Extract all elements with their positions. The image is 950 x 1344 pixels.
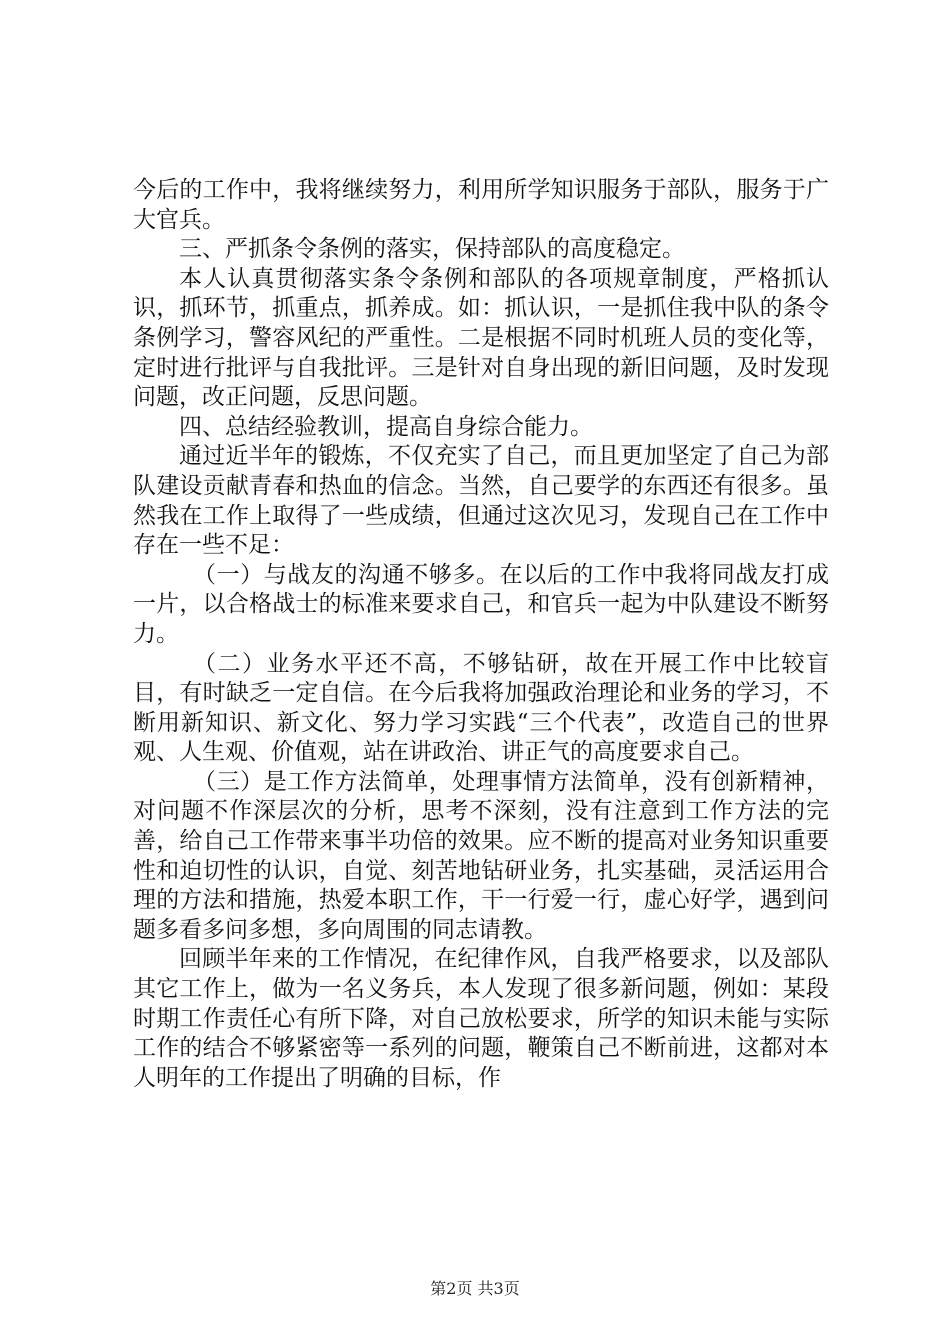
- document-body: [133, 176, 829, 1093]
- paragraph-summary: 通过近半年的锻炼，不仅充实了自己，而且更加坚定了自己为部队建设贡献青春和热血的信念。当然，自己要学的东西还有很多。虽然我在工作上取得了一些成绩，但通过这次见习，发现自己在工作中存在一些不足：: [133, 443, 829, 559]
- list-item-1: （一）与战友的沟通不够多。在以后的工作中我将同战友打成一片，以合格战士的标准来要求自己，和官兵一起为中队建设不断努力。: [133, 561, 829, 647]
- paragraph-review: 回顾半年来的工作情况，在纪律作风，自我严格要求，以及部队其它工作上，做为一名义务兵，本人发现了很多新问题，例如：某段时期工作责任心有所下降，对自己放松要求，所学的知识未能与实际工作的结合不够紧密等一系列的问题，鞭策自己不断前进，这都对本人明年的工作提出了明确的目标，作: [133, 946, 829, 1091]
- list-item-2: （二）业务水平还不高，不够钻研，故在开展工作中比较盲目，有时缺乏一定自信。在今后我将加强政治理论和业务的学习，不断用新知识、新文化、努力学习实践“三个代表”，改造自己的世界观、人生观、价值观，站在讲政治、讲正气的高度要求自己。: [133, 650, 829, 766]
- paragraph-regulations: 本人认真贯彻落实条令条例和部队的各项规章制度，严格抓认识，抓环节，抓重点，抓养成。如：抓认识，一是抓住我中队的条令条例学习，警容风纪的严重性。二是根据不同时机班人员的变化等，定时进行批评与自我批评。三是针对自身出现的新旧问题，及时发现问题，改正问题，反思问题。: [133, 265, 829, 411]
- section-heading-3: 三、严抓条令条例的落实，保持部队的高度稳定。: [179, 236, 685, 263]
- list-item-3: （三）是工作方法简单，处理事情方法简单，没有创新精神，对问题不作深层次的分析，思考不深刻，没有注意到工作方法的完善，给自己工作带来事半功倍的效果。应不断的提高对业务知识重要性和迫切性的认识，自觉、刻苦地钻研业务，扎实基础，灵活运用合理的方法和措施，热爱本职工作，干一行爱一行，虚心好学，遇到问题多看多问多想，多向周围的同志请教。: [133, 768, 829, 943]
- section-heading-4: 四、总结经验教训，提高自身综合能力。: [179, 413, 593, 440]
- page-footer: 第2页 共3页: [430, 1279, 520, 1298]
- paragraph-continuation: 今后的工作中，我将继续努力，利用所学知识服务于部队，服务于广大官兵。: [133, 177, 829, 233]
